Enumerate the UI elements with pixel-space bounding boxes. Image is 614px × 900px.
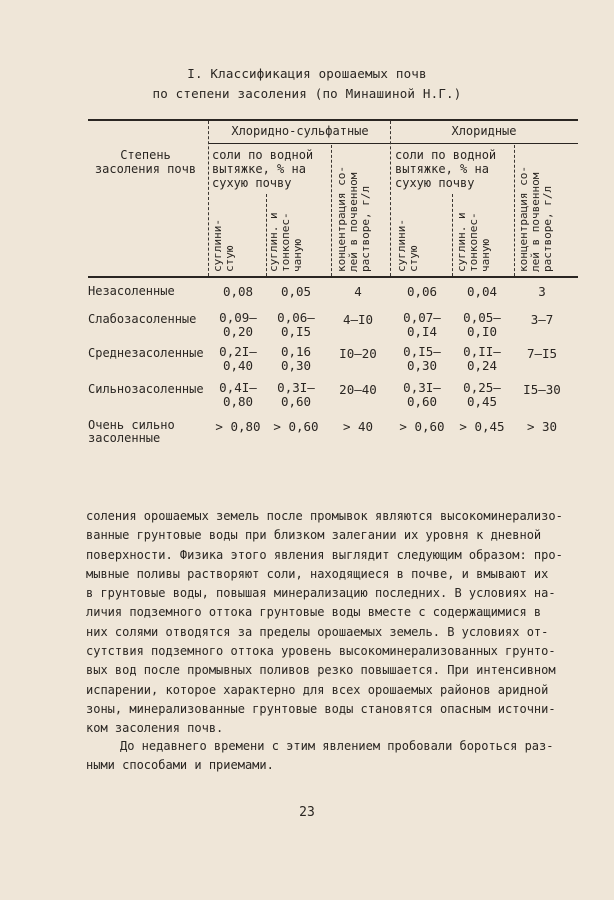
table-title: I. Классификация орошаемых почв bbox=[187, 66, 427, 81]
row-label: Очень сильно засоленные bbox=[88, 418, 175, 445]
table-cell: 0,II– 0,24 bbox=[463, 344, 501, 373]
table-cell: I5–30 bbox=[523, 382, 561, 397]
table-cell: I0–20 bbox=[339, 346, 377, 361]
table-cell: 0,25– 0,45 bbox=[463, 380, 501, 409]
row-label: Слабозасоленные bbox=[88, 312, 197, 326]
text-line: До недавнего времени с этим явлением пробовали бороться раз- bbox=[120, 739, 554, 753]
text-line: зоны, минерализованные грунтовые воды становятся опасным источни- bbox=[86, 701, 556, 716]
table-cell: > 0,60 bbox=[273, 419, 319, 434]
table-cell: > 0,80 bbox=[215, 419, 261, 434]
table-header-rule bbox=[88, 276, 578, 278]
table-cell: 0,04 bbox=[466, 284, 498, 299]
text-line: ванные грунтовые воды при близком залегании их уровня к дневной bbox=[86, 528, 542, 543]
table-cell: 0,3I– 0,60 bbox=[277, 380, 315, 409]
table-cell: 4 bbox=[354, 284, 362, 299]
page-number: 23 bbox=[299, 805, 315, 820]
table-cell: > 0,45 bbox=[459, 419, 505, 434]
table-cell: 0,07– 0,I4 bbox=[403, 310, 441, 339]
table-divider bbox=[208, 121, 209, 276]
group-header-chloride-sulfate: Хлоридно-сульфатные bbox=[231, 124, 369, 138]
text-line: личия подземного оттока грунтовые воды вместе с содержащимися в bbox=[86, 605, 542, 620]
text-line: вых вод после промывных поливов резко повышается. При интенсивном bbox=[86, 663, 556, 678]
text-line: ными способами и приемами. bbox=[86, 758, 274, 773]
text-line: них солями отводятся за пределы орошаемых земель. В условиях от- bbox=[86, 624, 549, 639]
table-cell: 3 bbox=[538, 284, 546, 299]
table-top-rule bbox=[88, 119, 578, 121]
table-cell: 20–40 bbox=[339, 382, 377, 397]
table-cell: 7–I5 bbox=[526, 346, 558, 361]
table-cell: 0,06 bbox=[406, 284, 438, 299]
subheader-sandy-loam-2: суглин. и тонкопес- чаную bbox=[455, 212, 492, 272]
table-cell: 0,4I– 0,80 bbox=[219, 380, 257, 409]
table-divider bbox=[390, 121, 391, 276]
table-cell: 0,05 bbox=[280, 284, 312, 299]
table-cell: 0,05– 0,I0 bbox=[463, 310, 501, 339]
subheader-salts-extract-1: соли по водной вытяжке, % на сухую почву bbox=[212, 148, 314, 190]
table-cell: 0,16 0,30 bbox=[280, 344, 312, 373]
table-cell: 3–7 bbox=[530, 312, 554, 327]
text-line: испарении, которое характерно для всех орошаемых районов аридной bbox=[86, 682, 549, 697]
row-label: Незасоленные bbox=[88, 284, 175, 298]
column-header-salinity-degree: Степень засоления почв bbox=[94, 148, 197, 176]
table-divider bbox=[452, 194, 453, 276]
text-line: поверхности. Физика этого явления выглядит следующим образом: про- bbox=[86, 547, 563, 562]
table-cell: 0,3I– 0,60 bbox=[403, 380, 441, 409]
table-divider bbox=[331, 145, 332, 276]
table-cell: 0,08 bbox=[222, 284, 254, 299]
table-cell: > 30 bbox=[526, 419, 558, 434]
subheader-loamy-1: суглини- стую bbox=[211, 219, 236, 272]
group-header-chloride: Хлоридные bbox=[451, 124, 517, 138]
text-line: сутствия подземного оттока уровень высокоминерализованных грунто- bbox=[86, 644, 556, 659]
table-group-rule bbox=[208, 143, 578, 144]
subheader-sandy-loam-1: суглин. и тонкопес- чаную bbox=[267, 212, 304, 272]
table-cell: 0,06– 0,I5 bbox=[277, 310, 315, 339]
table-cell: 4–I0 bbox=[342, 312, 374, 327]
text-line: в грунтовые воды, повышая минерализацию последних. В условиях на- bbox=[86, 586, 556, 601]
table-cell: 0,09– 0,20 bbox=[219, 310, 257, 339]
body-paragraph bbox=[86, 507, 594, 739]
subheader-loamy-2: суглини- стую bbox=[395, 219, 420, 272]
subheader-concentration-1: концентрация со- лей в почвенном растворе, г/л bbox=[335, 166, 372, 272]
subheader-salts-extract-2: соли по водной вытяжке, % на сухую почву bbox=[395, 148, 497, 190]
table-cell: > 0,60 bbox=[399, 419, 445, 434]
text-line: соления орошаемых земель после промывок являются высокоминерализо- bbox=[86, 509, 563, 523]
table-divider bbox=[514, 145, 515, 276]
text-line: ком засоления почв. bbox=[86, 721, 224, 736]
table-cell: 0,2I– 0,40 bbox=[219, 344, 257, 373]
row-label: Сильнозасоленные bbox=[88, 382, 204, 396]
subheader-concentration-2: концентрация со- лей в почвенном растворе, г/л bbox=[517, 166, 554, 272]
table-subtitle: по степени засоления (по Минашиной Н.Г.) bbox=[152, 86, 462, 101]
table-cell: > 40 bbox=[342, 419, 374, 434]
row-label: Среднезасоленные bbox=[88, 346, 204, 360]
table-cell: 0,I5– 0,30 bbox=[403, 344, 441, 373]
body-paragraph-2 bbox=[86, 737, 594, 776]
text-line: мывные поливы растворяют соли, находящиеся в почве, и вмывают их bbox=[86, 566, 549, 581]
